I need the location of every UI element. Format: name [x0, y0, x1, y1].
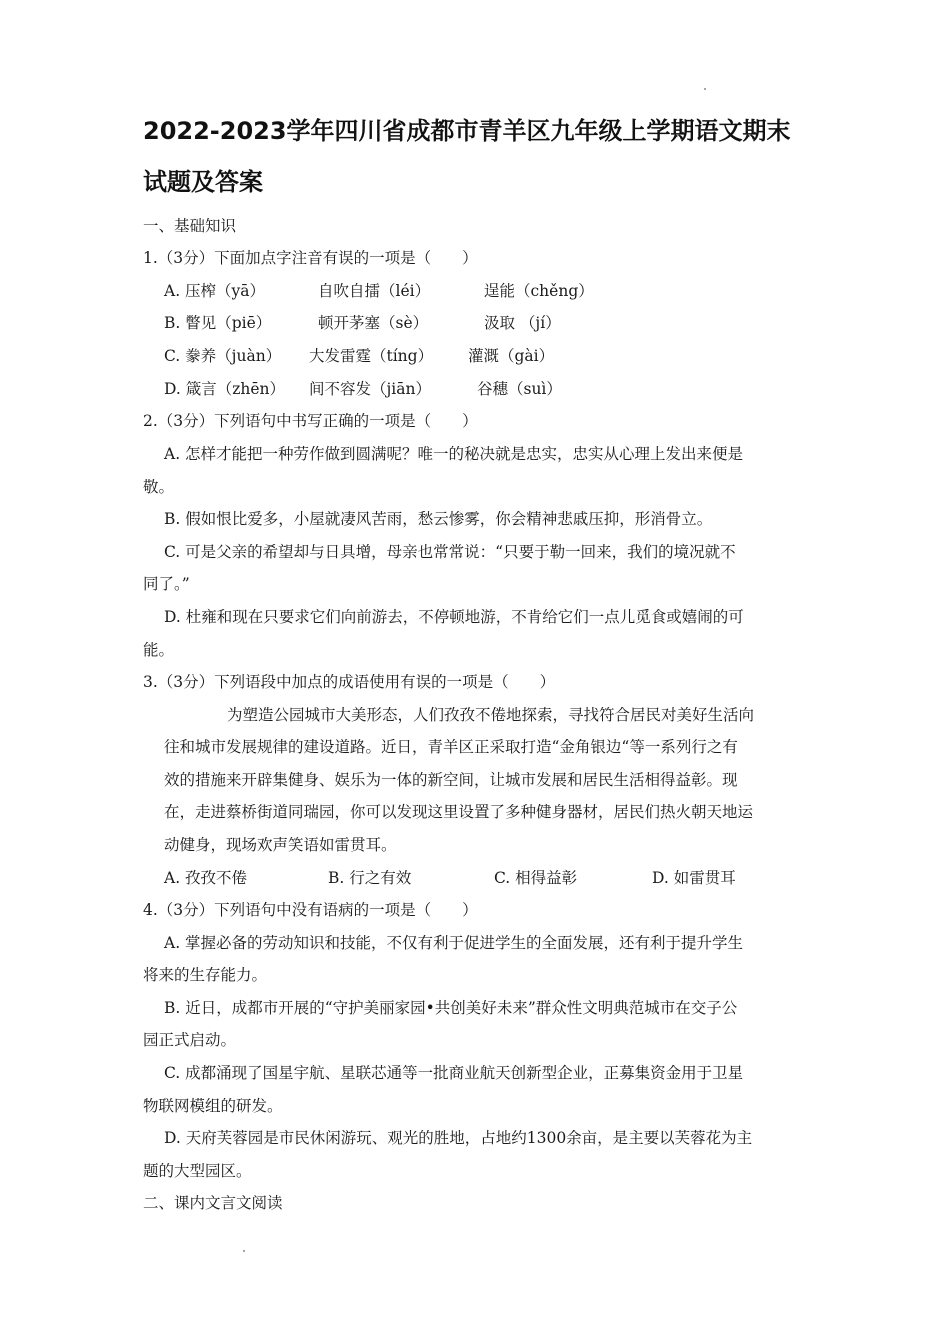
- question-4-option-c-line-1: C. 成都涌现了国星宇航、星联芯通等一批商业航天创新型企业，正募集资金用于卫星: [164, 1064, 744, 1082]
- question-4-option-c-line-2: 物联网模组的研发。: [143, 1097, 283, 1115]
- question-4-stem: 4.（3分）下列语句中没有语病的一项是（ ）: [143, 901, 478, 919]
- question-3-passage-line-2: 往和城市发展规律的建设道路。近日，青羊区正采取打造“金角银边“等一系列行之有: [164, 738, 738, 756]
- question-3-option-b: B. 行之有效: [328, 869, 412, 887]
- question-3-passage-line-3: 效的措施来开辟集健身、娱乐为一体的新空间，让城市发展和居民生活相得益彰。现: [164, 771, 738, 789]
- question-2-option-b: B. 假如恨比爱多，小屋就凄风苦雨，愁云惨雾，你会精神悲戚压抑，形消骨立。: [164, 510, 713, 528]
- option-b-word-2: 顿开茅塞（sè）: [318, 314, 429, 332]
- section-heading-basic-knowledge: 一、基础知识: [143, 217, 237, 235]
- option-a-word-3: 逞能（chěng）: [484, 282, 594, 300]
- question-2-option-a-line-2: 敬。: [143, 478, 175, 496]
- question-3-option-d: D. 如雷贯耳: [652, 869, 736, 887]
- option-d-word-1: D. 箴言（zhēn）: [164, 380, 286, 398]
- option-b-word-1: B. 瞥见（piē）: [164, 314, 272, 332]
- option-c-word-2: 大发雷霆（tíng）: [309, 347, 434, 365]
- question-2-stem: 2.（3分）下列语句中书写正确的一项是（ ）: [143, 412, 478, 430]
- scan-dot: [243, 1250, 245, 1252]
- document-title-line-1: 2022-2023学年四川省成都市青羊区九年级上学期语文期末: [143, 117, 791, 145]
- question-4-option-b-line-1: B. 近日，成都市开展的“守护美丽家园•共创美好未来”群众性文明典范城市在交子公: [164, 999, 738, 1017]
- question-4-option-d-line-2: 题的大型园区。: [143, 1162, 252, 1180]
- question-4-option-a-line-2: 将来的生存能力。: [143, 966, 268, 984]
- question-4-option-d-line-1: D. 天府芙蓉园是市民休闲游玩、观光的胜地，占地约1300余亩，是主要以芙蓉花为主: [164, 1129, 753, 1147]
- option-b-word-3: 汲取 （jí）: [484, 314, 561, 332]
- question-4-option-a-line-1: A. 掌握必备的劳动知识和技能，不仅有利于促进学生的全面发展，还有利于提升学生: [164, 934, 744, 952]
- option-d-word-2: 间不容发（jiān）: [309, 380, 431, 398]
- question-3-stem: 3.（3分）下列语段中加点的成语使用有误的一项是（ ）: [143, 673, 556, 691]
- option-c-word-3: 灌溉（gài）: [468, 347, 555, 365]
- question-3-option-c: C. 相得益彰: [494, 869, 578, 887]
- question-2-option-d-line-2: 能。: [143, 641, 175, 659]
- question-3-option-a: A. 孜孜不倦: [164, 869, 248, 887]
- option-a-word-2: 自吹自擂（léi）: [318, 282, 431, 300]
- question-2-option-d-line-1: D. 杜雍和现在只要求它们向前游去，不停顿地游，不肯给它们一点儿觅食或嬉闹的可: [164, 608, 744, 626]
- question-3-passage-line-1: 为塑造公园城市大美形态，人们孜孜不倦地探索，寻找符合居民对美好生活向: [227, 706, 755, 724]
- question-3-passage-line-4: 在，走进蔡桥街道同瑞园，你可以发现这里设置了多种健身器材，居民们热火朝天地运: [164, 803, 754, 821]
- question-1-stem: 1.（3分）下面加点字注音有误的一项是（ ）: [143, 249, 478, 267]
- question-4-option-b-line-2: 园正式启动。: [143, 1031, 237, 1049]
- document-title-line-2: 试题及答案: [143, 168, 263, 196]
- question-2-option-c-line-2: 同了。”: [143, 575, 190, 593]
- scan-dot: [704, 88, 706, 90]
- option-a-word-1: A. 压榨（yā）: [164, 282, 266, 300]
- option-d-word-3: 谷穗（suì）: [477, 380, 562, 398]
- question-2-option-c-line-1: C. 可是父亲的希望却与日具增，母亲也常常说：“只要于勒一回来，我们的境况就不: [164, 543, 736, 561]
- option-c-word-1: C. 豢养（juàn）: [164, 347, 282, 365]
- section-heading-classical-reading: 二、课内文言文阅读: [143, 1194, 283, 1212]
- question-2-option-a-line-1: A. 怎样才能把一种劳作做到圆满呢？唯一的秘决就是忠实，忠实从心理上发出来便是: [164, 445, 744, 463]
- question-3-passage-line-5: 动健身，现场欢声笑语如雷贯耳。: [164, 836, 397, 854]
